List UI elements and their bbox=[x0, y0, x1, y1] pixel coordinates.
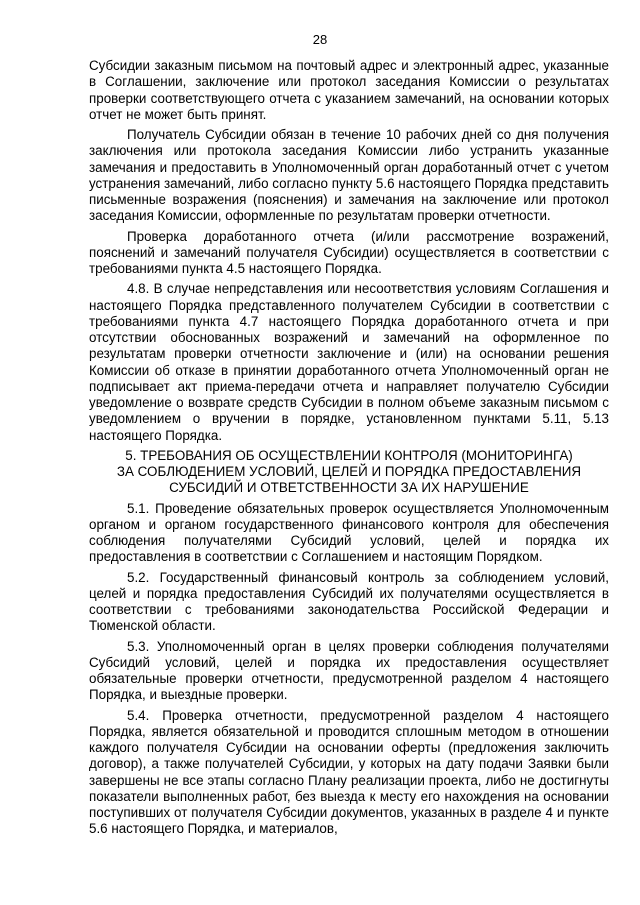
paragraph-continued: Субсидии заказным письмом на почтовый адрес и электронный адрес, указанные в Соглашении, заключение или протокол заседания Комиссии о результатах проверки соответствующего отчета с указанием замечаний, на основании которых отчет не может быть принят. bbox=[89, 58, 609, 122]
paragraph-5-3: 5.3. Уполномоченный орган в целях проверки соблюдения получателями Субсидий условий, целей и порядка их предоставления осуществляет обязательные проверки отчетности, предусмотренной разделом 4 настоящего Порядка, и выездные проверки. bbox=[89, 638, 609, 703]
paragraph-4-8: 4.8. В случае непредставления или несоответствия условиям Соглашения и настоящего Порядка представленного получателем Субсидии в соответствии с требованиями пункта 4.7 настоящего Порядка доработанного отчета и при отсутствии обоснованных возражений и замечаний на оформленное по результатам проверки отчетности заключение и (или) на основании решения Комиссии об отказе в принятии доработанного отчета Уполномоченный орган не подписывает акт приема-передачи отчета и направляет получателю Субсидии уведомление о возврате средств Субсидии в полном объеме заказным письмом с уведомлением о вручении в порядке, установленном пунктами 5.11, 5.13 настоящего Порядка. bbox=[89, 281, 609, 443]
paragraph-5-1: 5.1. Проведение обязательных проверок осуществляется Уполномоченным органом и органом государственного финансового контроля для обеспечения соблюдения получателями Субсидий условий, целей и порядка их предоставления в соответствии с Соглашением и настоящим Порядком. bbox=[89, 500, 609, 565]
section-heading-line: 5. ТРЕБОВАНИЯ ОБ ОСУЩЕСТВЛЕНИИ КОНТРОЛЯ (МОНИТОРИНГА) bbox=[125, 447, 573, 463]
paragraph-5-2: 5.2. Государственный финансовый контроль за соблюдением условий, целей и порядка предоставления Субсидий их получателями осуществляется в соответствии с требованиями законодательства Российской Федерации и Тюменской области. bbox=[89, 569, 609, 634]
section-heading-line: СУБСИДИЙ И ОТВЕТСТВЕННОСТИ ЗА ИХ НАРУШЕНИЕ bbox=[169, 480, 529, 496]
document-body bbox=[89, 58, 609, 842]
paragraph-recipient-obligation: Получатель Субсидии обязан в течение 10 рабочих дней со дня получения заключения или протокола заседания Комиссии либо устранить указанные замечания и предоставить в Уполномоченный орган доработанный отчет с учетом устранения замечаний, либо согласно пункту 5.6 настоящего Порядка представить письменные возражения (пояснения) и замечания на заключение или протокол заседания Комиссии, оформленные по результатам проверки отчетности. bbox=[89, 127, 609, 224]
section-5-heading bbox=[89, 448, 609, 497]
section-heading-line: ЗА СОБЛЮДЕНИЕМ УСЛОВИЙ, ЦЕЛЕЙ И ПОРЯДКА ПРЕДОСТАВЛЕНИЯ bbox=[116, 464, 582, 479]
page-number: 28 bbox=[312, 32, 328, 47]
paragraph-5-4: 5.4. Проверка отчетности, предусмотренной разделом 4 настоящего Порядка, является обязательной и проводится сплошным методом в отношении каждого получателя Субсидии на основании оферты (предложения заключить договор), а также получателей Субсидии, у которых на дату подачи Заявки были завершены не все этапы согласно Плану реализации проекта, либо не достигнуты показатели выполненных работ, без выезда к месту его нахождения на основании поступивших от получателя Субсидии документов, указанных в разделе 4 и пункте 5.6 настоящего Порядка, и материалов, bbox=[89, 707, 609, 837]
paragraph-revised-report-check: Проверка доработанного отчета (и/или рассмотрение возражений, пояснений и замечаний получателя Субсидии) осуществляется в соответствии с требованиями пункта 4.5 настоящего Порядка. bbox=[89, 228, 609, 276]
